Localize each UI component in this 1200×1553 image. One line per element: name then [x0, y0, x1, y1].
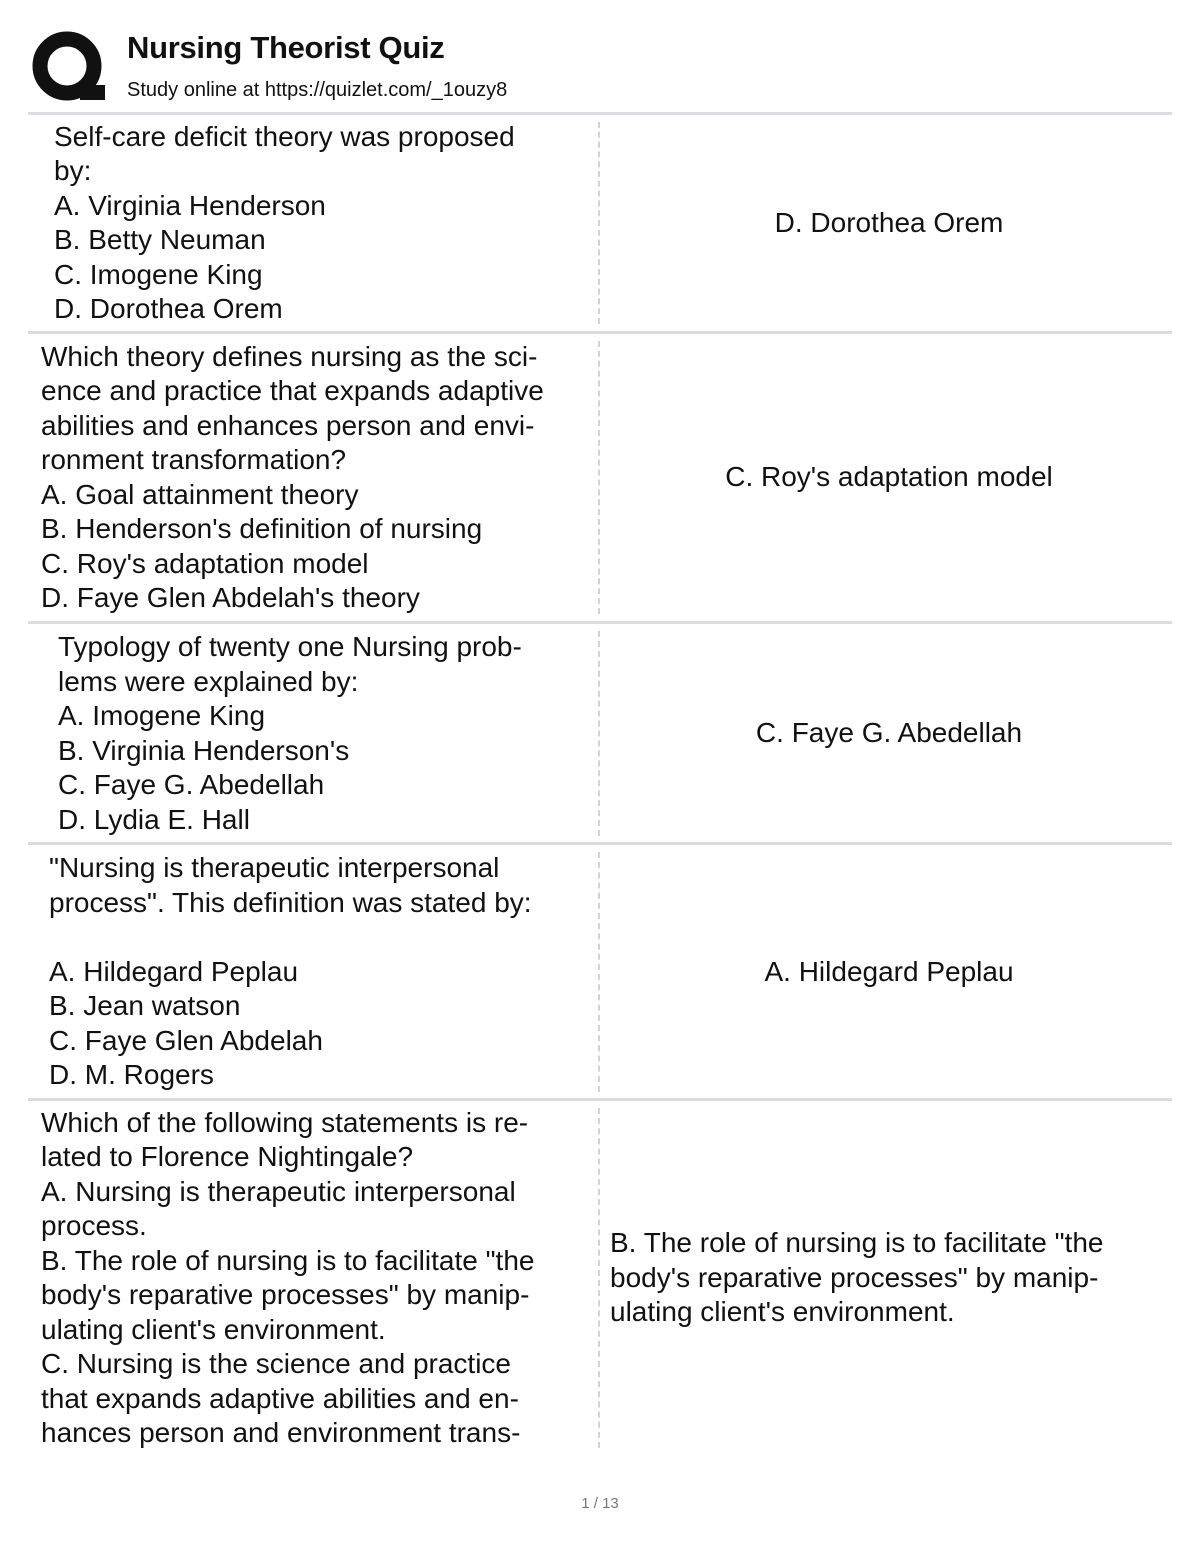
column-separator: [598, 122, 600, 324]
flashcard-4: [28, 846, 1172, 1098]
page-title: Nursing Theorist Quiz: [127, 30, 445, 65]
quizlet-logo-icon: [30, 30, 108, 108]
question-text: Self-care deficit theory was proposed by: A. Virginia Henderson B. Betty Neuman C. Imogene King D. Dorothea Orem: [54, 120, 515, 324]
answer-text: C. Faye G. Abedellah: [755, 717, 1023, 749]
divider: [28, 621, 1172, 624]
column-separator: [598, 1108, 600, 1448]
divider: [28, 112, 1172, 115]
divider: [28, 1098, 1172, 1101]
page-number: 1 / 13: [581, 1495, 619, 1512]
page-header: [0, 0, 1200, 114]
flashcard-3: [28, 625, 1172, 842]
answer-text: B. The role of nursing is to facilitate "the body's reparative processes" by manip-ulating client's environment.: [610, 1227, 1104, 1328]
flashcard-2: [28, 335, 1172, 620]
column-separator: [598, 852, 600, 1092]
column-separator: [598, 341, 600, 614]
answer-text: A. Hildegard Peplau: [764, 955, 1014, 987]
divider: [28, 331, 1172, 334]
answer-text: C. Roy's adaptation model: [725, 461, 1053, 493]
question-text: Typology of twenty one Nursing prob- lems were explained by: A. Imogene King B. Virginia Henderson's C. Faye G. Abedellah D. Lydia E. Hall: [58, 631, 522, 835]
flashcard-1: [28, 116, 1172, 330]
column-separator: [598, 631, 600, 836]
answer-text: D. Dorothea Orem: [774, 206, 1004, 238]
question-text: Which theory defines nursing as the sci- ence and practice that expands adaptive abilities and enhances person and envi- ronment transformation? A. Goal attainment theory B. Henderson's definition of nursing C. Roy's adaptation model D. Faye Glen Abdelah's theory: [41, 340, 544, 613]
question-text: "Nursing is therapeutic interpersonal process". This definition was stated by: A. Hildegard Peplau B. Jean watson C. Faye Glen Abdelah D. M. Rogers: [49, 852, 532, 1091]
divider: [28, 842, 1172, 845]
flashcard-5: [28, 1102, 1172, 1454]
study-link[interactable]: Study online at https://quizlet.com/_1ouzy8: [127, 79, 508, 101]
question-text: Which of the following statements is re- lated to Florence Nightingale? A. Nursing is therapeutic interpersonal process. B. The role of nursing is to facilitate "the body's reparative processes" by manip- ulating client's environment. C. Nursing is the science and practice that expands adaptive abilities and en- hances person and environment trans-: [41, 1106, 535, 1448]
